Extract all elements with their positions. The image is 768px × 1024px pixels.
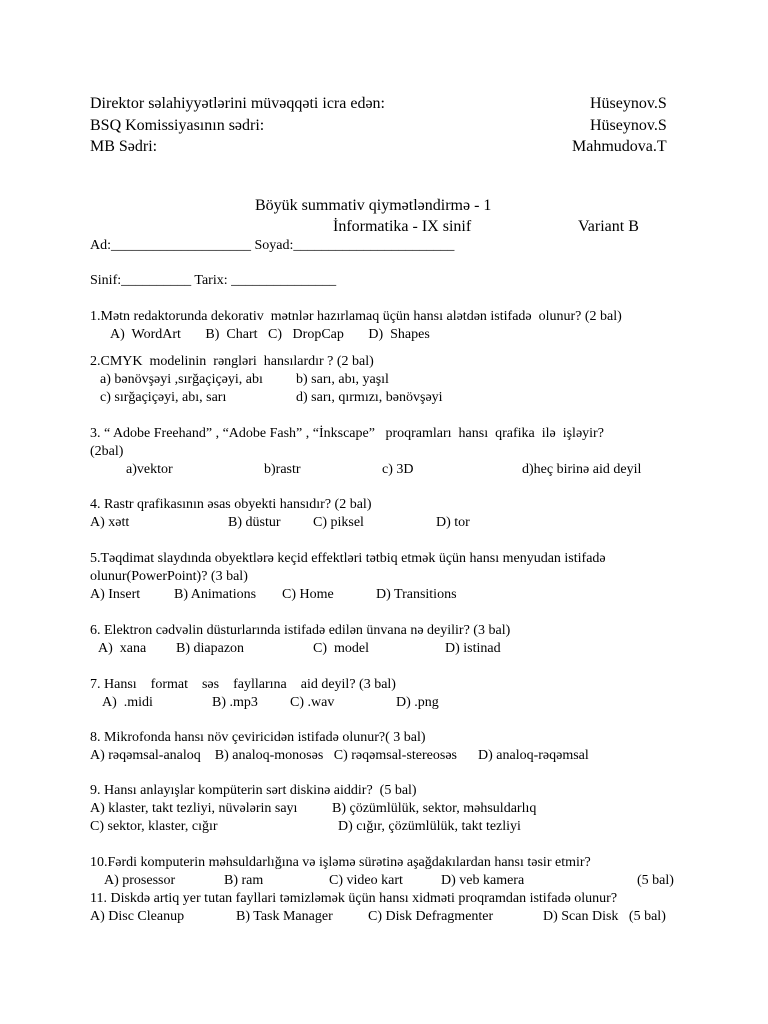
question-6-option-b: B) diapazon [176,641,245,656]
question-7-option-a: A) .midi [102,695,153,710]
question-7: 7. Hansı format səs fayllarına aid deyil? (3 bal) [90,677,396,692]
question-6-option-a: A) xana [98,641,147,656]
question-5-option-c: C) Home [282,587,334,602]
question-2-option-a: a) bənövşəyi ,sırğaçiçəyi, abı [100,372,263,387]
question-11-option-d: D) Scan Disk (5 bal) [543,909,666,924]
question-2-option-d: d) sarı, qırmızı, bənövşəyi [296,390,443,405]
question-11-option-c: C) Disk Defragmenter [368,909,494,924]
exam-title: Böyük summativ qiymətləndirmə - 1 [255,197,492,214]
question-9-option-c: C) sektor, klaster, cığır [90,819,218,834]
header-label-mb: MB Sədri: [90,138,158,155]
exam-subject: İnformatika - IX sinif [333,218,472,235]
question-3-points: (2bal) [90,444,124,459]
header-name-director: Hüseynov.S [590,95,667,112]
question-8: 8. Mikrofonda hansı növ çeviricidən istifadə olunur?( 3 bal) [90,730,426,745]
question-6-option-d: D) istinad [445,641,501,656]
question-10-option-c: C) video kart [329,873,403,888]
question-5-option-b: B) Animations [174,587,257,602]
header-name-mb: Mahmudova.T [572,138,667,155]
question-9: 9. Hansı anlayışlar kompüterin sərt diskinə aiddir? (5 bal) [90,783,417,798]
question-9-option-a: A) klaster, takt tezliyi, nüvələrin sayı [90,801,298,816]
question-5: 5.Təqdimat slaydında obyektlərə keçid effektləri tətbiq etmək üçün hansı menyudan istifadə [90,551,606,566]
question-10-option-d: D) veb kamera [441,873,525,888]
question-2-option-b: b) sarı, abı, yaşıl [296,372,389,387]
question-4-option-a: A) xətt [90,515,130,530]
question-10-option-a: A) prosessor [104,873,176,888]
question-4-option-d: D) tor [436,515,470,530]
question-2: 2.CMYK modelinin rəngləri hansılardır ? (2 bal) [90,354,374,369]
question-1-options: A) WordArt B) Chart C) DropCap D) Shapes [110,327,430,342]
question-9-option-b: B) çözümlülük, sektor, məhsuldarlıq [332,801,537,816]
question-3-option-d: d)heç birinə aid deyil [522,462,642,477]
question-4: 4. Rastr qrafikasının əsas obyekti hansıdır? (2 bal) [90,497,372,512]
question-11: 11. Diskdə artiq yer tutan fayllari təmizləmək üçün hansı xidməti proqramdan istifadə olunur? [90,891,618,906]
question-2-option-c: c) sırğaçiçəyi, abı, sarı [100,390,227,405]
question-7-option-b: B) .mp3 [212,695,258,710]
question-10: 10.Fərdi komputerin məhsuldarlığına və işləmə sürətinə aşağdakılardan hansı təsir etmir? [90,855,591,870]
question-5-option-a: A) Insert [90,587,141,602]
question-9-option-d: D) cığır, çözümlülük, takt tezliyi [338,819,521,834]
question-8-options: A) rəqəmsal-analoq B) analoq-monosəs C) rəqəmsal-stereosəs D) analoq-rəqəmsal [90,748,589,763]
question-6: 6. Elektron cədvəlin düsturlarında istifadə edilən ünvana nə deyilir? (3 bal) [90,623,511,638]
name-field: Ad:____________________ Soyad:_______________________ [90,238,455,253]
question-4-option-b: B) düstur [228,515,281,530]
question-5-line2: olunur(PowerPoint)? (3 bal) [90,569,248,584]
question-3-option-a: a)vektor [126,462,173,477]
question-10-option-b: B) ram [224,873,264,888]
header-name-commission: Hüseynov.S [590,117,667,134]
header-label-commission: BSQ Komissiyasının sədri: [90,117,265,134]
question-11-option-b: B) Task Manager [236,909,333,924]
class-date-field: Sinif:__________ Tarix: _______________ [90,273,337,288]
question-3: 3. “ Adobe Freehand” , “Adobe Fash” , “İnkscape” proqramları hansı qrafika ilə işləyir? [90,426,604,441]
question-4-option-c: C) piksel [313,515,364,530]
question-3-option-c: c) 3D [382,462,414,477]
question-3-option-b: b)rastr [264,462,301,477]
question-1: 1.Mətn redaktorunda dekorativ mətnlər hazırlamaq üçün hansı alətdən istifadə olunur? (2 bal) [90,309,622,324]
question-7-option-c: C) .wav [290,695,335,710]
question-5-option-d: D) Transitions [376,587,457,602]
question-7-option-d: D) .png [396,695,439,710]
exam-variant: Variant B [578,218,639,235]
header-label-director: Direktor səlahiyyətlərini müvəqqəti icra edən: [90,95,385,112]
question-10-points: (5 bal) [637,873,674,888]
question-6-option-c: C) model [313,641,369,656]
question-11-option-a: A) Disc Cleanup [90,909,185,924]
